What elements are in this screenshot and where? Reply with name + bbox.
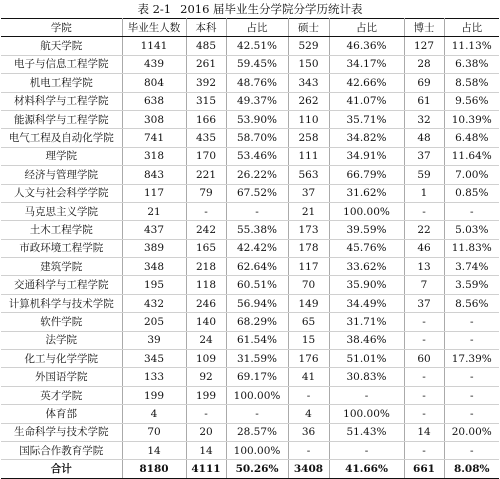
table-cell: 46.36% xyxy=(329,37,404,55)
table-row xyxy=(1,147,499,165)
college-name-cell: 电子与信息工程学院 xyxy=(1,55,122,73)
table-cell: 11.83% xyxy=(444,239,499,257)
total-cell: 3408 xyxy=(288,460,329,478)
college-name-cell: 理学院 xyxy=(1,147,122,165)
table-cell: 62.64% xyxy=(226,258,288,276)
college-name-cell: 化工与化学学院 xyxy=(1,350,122,368)
total-cell: 661 xyxy=(404,460,444,478)
table-cell: 34.91% xyxy=(329,147,404,165)
table-cell: 4 xyxy=(122,405,186,423)
table-cell: 246 xyxy=(186,294,226,312)
table-cell: 45.76% xyxy=(329,239,404,257)
table-cell: 343 xyxy=(288,74,329,92)
table-cell: 28 xyxy=(404,55,444,73)
col-header-master-share: 占比 xyxy=(329,19,404,37)
college-name-cell: 经济与管理学院 xyxy=(1,166,122,184)
table-cell: 41 xyxy=(288,368,329,386)
table-cell: 22 xyxy=(404,221,444,239)
table-cell: 150 xyxy=(288,55,329,73)
table-cell: 20.00% xyxy=(444,423,499,441)
table-cell: 3.59% xyxy=(444,276,499,294)
table-cell: 56.94% xyxy=(226,294,288,312)
table-cell: 117 xyxy=(288,258,329,276)
college-name-cell: 能源科学与工程学院 xyxy=(1,110,122,128)
table-cell: 20 xyxy=(186,423,226,441)
college-name-cell: 机电工程学院 xyxy=(1,74,122,92)
table-cell: 166 xyxy=(186,110,226,128)
table-cell: 59 xyxy=(404,166,444,184)
table-cell: 70 xyxy=(122,423,186,441)
table-cell: 439 xyxy=(122,55,186,73)
table-cell: 28.57% xyxy=(226,423,288,441)
table-cell: 133 xyxy=(122,368,186,386)
table-cell: 843 xyxy=(122,166,186,184)
table-cell: 46 xyxy=(404,239,444,257)
table-cell: 741 xyxy=(122,129,186,147)
table-row xyxy=(1,37,499,55)
college-name-cell: 航天学院 xyxy=(1,37,122,55)
table-row xyxy=(1,258,499,276)
table-cell: 9.56% xyxy=(444,92,499,110)
table-cell: 31.62% xyxy=(329,184,404,202)
table-cell: 308 xyxy=(122,110,186,128)
table-cell: 36 xyxy=(288,423,329,441)
table-cell: 33.62% xyxy=(329,258,404,276)
table-cell: 638 xyxy=(122,92,186,110)
table-cell: - xyxy=(329,441,404,459)
table-cell: 53.90% xyxy=(226,110,288,128)
college-name-cell: 土木工程学院 xyxy=(1,221,122,239)
college-name-cell: 英才学院 xyxy=(1,386,122,404)
table-cell: 110 xyxy=(288,110,329,128)
table-cell: 170 xyxy=(186,147,226,165)
col-header-bachelor-share: 占比 xyxy=(226,19,288,37)
table-cell: 262 xyxy=(288,92,329,110)
total-cell: 4111 xyxy=(186,460,226,478)
col-header-graduates: 毕业生人数 xyxy=(122,19,186,37)
table-cell: 13 xyxy=(404,258,444,276)
college-name-cell: 法学院 xyxy=(1,331,122,349)
college-name-cell: 人文与社会科学学院 xyxy=(1,184,122,202)
table-cell: - xyxy=(444,331,499,349)
table-cell: 11.64% xyxy=(444,147,499,165)
table-cell: 51.01% xyxy=(329,350,404,368)
table-row xyxy=(1,368,499,386)
table-cell: 92 xyxy=(186,368,226,386)
table-cell: 1141 xyxy=(122,37,186,55)
table-cell: 31.59% xyxy=(226,350,288,368)
table-cell: 529 xyxy=(288,37,329,55)
table-cell: 61 xyxy=(404,92,444,110)
college-name-cell: 交通科学与工程学院 xyxy=(1,276,122,294)
table-cell: 804 xyxy=(122,74,186,92)
table-cell: 69 xyxy=(404,74,444,92)
table-row xyxy=(1,350,499,368)
college-name-cell: 马克思主义学院 xyxy=(1,202,122,220)
table-number: 表 2-1 xyxy=(137,2,172,16)
table-cell: 21 xyxy=(122,202,186,220)
table-cell: 34.17% xyxy=(329,55,404,73)
table-row xyxy=(1,441,499,459)
table-cell: 435 xyxy=(186,129,226,147)
table-cell: 39 xyxy=(122,331,186,349)
col-header-doctor: 博士 xyxy=(404,19,444,37)
table-cell: 65 xyxy=(288,313,329,331)
table-row xyxy=(1,239,499,257)
table-cell: - xyxy=(329,386,404,404)
table-cell: 4 xyxy=(288,405,329,423)
col-header-bachelor: 本科 xyxy=(186,19,226,37)
table-row xyxy=(1,423,499,441)
table-cell: 26.22% xyxy=(226,166,288,184)
table-cell: 61.54% xyxy=(226,331,288,349)
table-row xyxy=(1,313,499,331)
table-cell: 31.71% xyxy=(329,313,404,331)
table-cell: 14 xyxy=(186,441,226,459)
table-cell: 318 xyxy=(122,147,186,165)
total-label: 合计 xyxy=(1,460,122,478)
table-cell: 117 xyxy=(122,184,186,202)
table-cell: 258 xyxy=(288,129,329,147)
table-row xyxy=(1,166,499,184)
table-row xyxy=(1,55,499,73)
table-cell: - xyxy=(288,386,329,404)
table-cell: 205 xyxy=(122,313,186,331)
table-cell: 178 xyxy=(288,239,329,257)
college-name-cell: 软件学院 xyxy=(1,313,122,331)
table-row xyxy=(1,184,499,202)
table-cell: 432 xyxy=(122,294,186,312)
table-cell: 242 xyxy=(186,221,226,239)
table-cell: 218 xyxy=(186,258,226,276)
table-cell: - xyxy=(288,441,329,459)
table-cell: 67.52% xyxy=(226,184,288,202)
table-cell: 7 xyxy=(404,276,444,294)
table-cell: 34.82% xyxy=(329,129,404,147)
total-cell: 8.08% xyxy=(444,460,499,478)
table-cell: 79 xyxy=(186,184,226,202)
college-name-cell: 国际合作教育学院 xyxy=(1,441,122,459)
table-cell: 100.00% xyxy=(329,202,404,220)
table-cell: - xyxy=(226,202,288,220)
table-cell: 140 xyxy=(186,313,226,331)
table-cell: 221 xyxy=(186,166,226,184)
table-cell: 60.51% xyxy=(226,276,288,294)
table-cell: 348 xyxy=(122,258,186,276)
table-cell: 5.03% xyxy=(444,221,499,239)
table-cell: 199 xyxy=(122,386,186,404)
college-name-cell: 生命科学与技术学院 xyxy=(1,423,122,441)
total-cell: 8180 xyxy=(122,460,186,478)
table-cell: 69.17% xyxy=(226,368,288,386)
table-row xyxy=(1,405,499,423)
table-cell: - xyxy=(404,313,444,331)
table-cell: 6.48% xyxy=(444,129,499,147)
table-cell: 35.71% xyxy=(329,110,404,128)
table-cell: 14 xyxy=(122,441,186,459)
table-cell: 42.42% xyxy=(226,239,288,257)
table-cell: 195 xyxy=(122,276,186,294)
table-cell: 261 xyxy=(186,55,226,73)
college-name-cell: 体育部 xyxy=(1,405,122,423)
table-cell: 41.07% xyxy=(329,92,404,110)
table-cell: - xyxy=(226,405,288,423)
table-cell: 59.45% xyxy=(226,55,288,73)
table-cell: 118 xyxy=(186,276,226,294)
table-cell: 8.58% xyxy=(444,74,499,92)
table-cell: 485 xyxy=(186,37,226,55)
table-cell: 389 xyxy=(122,239,186,257)
table-row xyxy=(1,221,499,239)
table-cell: 35.90% xyxy=(329,276,404,294)
table-cell: 34.49% xyxy=(329,294,404,312)
table-cell: - xyxy=(444,313,499,331)
table-cell: 70 xyxy=(288,276,329,294)
table-cell: 48.76% xyxy=(226,74,288,92)
table-cell: 42.66% xyxy=(329,74,404,92)
table-cell: 173 xyxy=(288,221,329,239)
table-cell: 165 xyxy=(186,239,226,257)
table-cell: - xyxy=(444,441,499,459)
table-cell: - xyxy=(404,368,444,386)
table-cell: 6.38% xyxy=(444,55,499,73)
table-cell: 392 xyxy=(186,74,226,92)
table-cell: 60 xyxy=(404,350,444,368)
table-cell: 30.83% xyxy=(329,368,404,386)
college-name-cell: 材料科学与工程学院 xyxy=(1,92,122,110)
table-cell: 24 xyxy=(186,331,226,349)
table-cell: 345 xyxy=(122,350,186,368)
table-row xyxy=(1,386,499,404)
table-cell: 8.56% xyxy=(444,294,499,312)
table-cell: 55.38% xyxy=(226,221,288,239)
table-cell: 51.43% xyxy=(329,423,404,441)
table-row xyxy=(1,276,499,294)
table-cell: 109 xyxy=(186,350,226,368)
table-cell: 68.29% xyxy=(226,313,288,331)
table-cell: 0.85% xyxy=(444,184,499,202)
table-cell: - xyxy=(404,441,444,459)
table-cell: - xyxy=(186,405,226,423)
table-cell: 1 xyxy=(404,184,444,202)
table-row xyxy=(1,92,499,110)
total-cell: 50.26% xyxy=(226,460,288,478)
table-cell: 53.46% xyxy=(226,147,288,165)
table-cell: - xyxy=(404,405,444,423)
table-cell: 14 xyxy=(404,423,444,441)
table-row xyxy=(1,202,499,220)
table-cell: 37 xyxy=(404,294,444,312)
table-cell: - xyxy=(444,368,499,386)
college-name-cell: 计算机科学与技术学院 xyxy=(1,294,122,312)
table-cell: 66.79% xyxy=(329,166,404,184)
table-cell: - xyxy=(404,331,444,349)
col-header-doctor-share: 占比 xyxy=(444,19,499,37)
table-row xyxy=(1,294,499,312)
table-cell: - xyxy=(186,202,226,220)
table-cell: 39.59% xyxy=(329,221,404,239)
table-cell: - xyxy=(444,405,499,423)
table-cell: - xyxy=(444,386,499,404)
col-header-college: 学院 xyxy=(1,19,122,37)
table-cell: 49.37% xyxy=(226,92,288,110)
table-cell: 3.74% xyxy=(444,258,499,276)
table-cell: 563 xyxy=(288,166,329,184)
table-cell: 17.39% xyxy=(444,350,499,368)
table-cell: 48 xyxy=(404,129,444,147)
table-cell: - xyxy=(444,202,499,220)
table-cell: 37 xyxy=(288,184,329,202)
table-cell: 11.13% xyxy=(444,37,499,55)
table-cell: 37 xyxy=(404,147,444,165)
college-name-cell: 电气工程及自动化学院 xyxy=(1,129,122,147)
table-cell: 58.70% xyxy=(226,129,288,147)
table-cell: 111 xyxy=(288,147,329,165)
table-cell: 176 xyxy=(288,350,329,368)
college-name-cell: 市政环境工程学院 xyxy=(1,239,122,257)
table-cell: 315 xyxy=(186,92,226,110)
table-cell: 100.00% xyxy=(226,441,288,459)
table-cell: 42.51% xyxy=(226,37,288,55)
table-row xyxy=(1,110,499,128)
table-row xyxy=(1,331,499,349)
table-cell: 7.00% xyxy=(444,166,499,184)
table-title: 2016 届毕业生分学院分学历统计表 xyxy=(180,2,363,16)
table-cell: 10.39% xyxy=(444,110,499,128)
college-name-cell: 建筑学院 xyxy=(1,258,122,276)
table-cell: 127 xyxy=(404,37,444,55)
college-name-cell: 外国语学院 xyxy=(1,368,122,386)
table-cell: 38.46% xyxy=(329,331,404,349)
table-cell: 100.00% xyxy=(329,405,404,423)
table-cell: 100.00% xyxy=(226,386,288,404)
total-row xyxy=(1,460,499,478)
table-cell: 32 xyxy=(404,110,444,128)
table-cell: 149 xyxy=(288,294,329,312)
table-cell: - xyxy=(404,386,444,404)
col-header-master: 硕士 xyxy=(288,19,329,37)
table-cell: 21 xyxy=(288,202,329,220)
table-header-row xyxy=(1,19,499,37)
table-cell: 15 xyxy=(288,331,329,349)
table-caption xyxy=(0,2,500,16)
table-cell: 199 xyxy=(186,386,226,404)
table-cell: 437 xyxy=(122,221,186,239)
table-cell: - xyxy=(404,202,444,220)
table-row xyxy=(1,129,499,147)
graduate-statistics-table xyxy=(1,18,499,479)
table-row xyxy=(1,74,499,92)
total-cell: 41.66% xyxy=(329,460,404,478)
